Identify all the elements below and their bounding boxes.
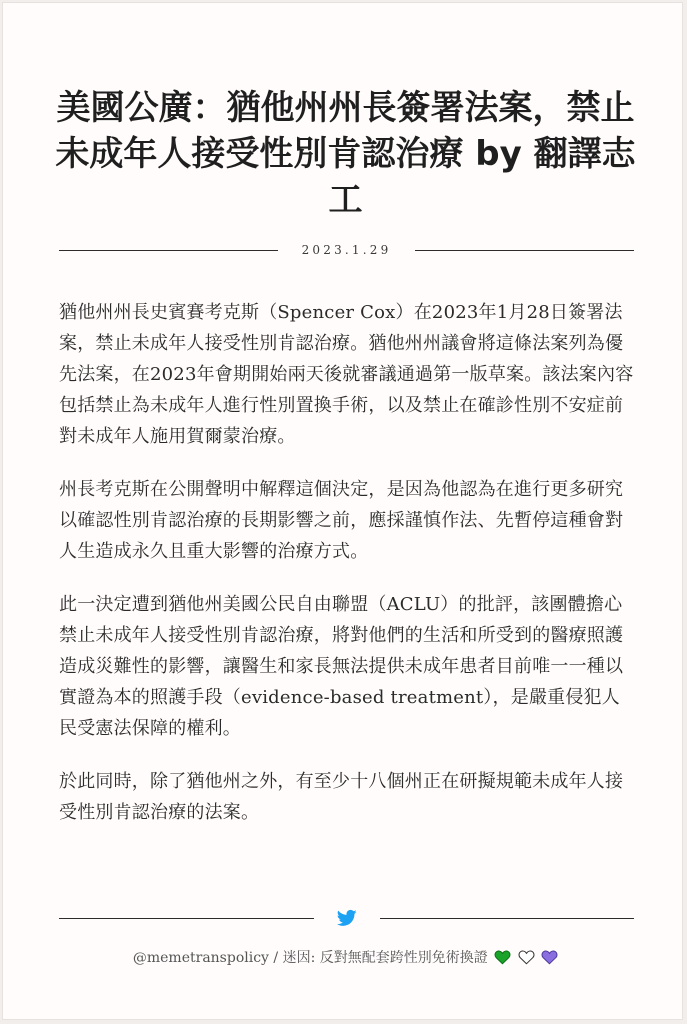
paragraph: 此一決定遭到猶他州美國公民自由聯盟（ACLU）的批評，該團體擔心禁止未成年人接受性別肯認治療，將對他們的生活和所受到的醫療照護造成災難性的影響，讓醫生和家長無法提供未成年患者目前唯一一種以實證為本的照護手段（evidence-based treatment），是嚴重侵犯人民受憲法保障的權利。	[59, 594, 624, 739]
divider-line-right	[415, 250, 634, 251]
twitter-bird-icon	[336, 908, 358, 928]
article-card	[2, 2, 683, 1020]
date-divider	[59, 241, 634, 259]
purple-heart-icon	[541, 949, 558, 965]
publish-date: 2023.1.29	[301, 243, 392, 257]
article-body	[59, 297, 637, 850]
footer-divider	[59, 907, 634, 929]
divider-line-right	[380, 918, 635, 919]
paragraph: 州長考克斯在公開聲明中解釋這個決定，是因為他認為在進行更多研究以確認性別肯認治療的長期影響之前，應採謹慎作法、先暫停這種會對人生造成永久且重大影響的治療方式。	[59, 479, 624, 562]
credit-text: @memetranspolicy / 迷因: 反對無配套跨性別免術換證	[132, 950, 488, 966]
green-heart-icon	[494, 949, 511, 965]
white-heart-icon	[518, 949, 535, 965]
divider-line-left	[59, 250, 278, 251]
paragraph: 猶他州州長史賓賽考克斯（Spencer Cox）在2023年1月28日簽署法案，禁止未成年人接受性別肯認治療。猶他州州議會將這條法案列為優先法案，在2023年會期開始兩天後就審議通過第一版草案。該法案內容包括禁止為未成年人進行性別置換手術，以及禁止在確診性別不安症前對未成年人施用賀爾蒙治療。	[59, 302, 634, 447]
divider-line-left	[59, 918, 314, 919]
hearts	[494, 949, 560, 969]
footer-credit	[43, 947, 650, 969]
paragraph: 於此同時，除了猶他州之外，有至少十八個州正在研擬規範未成年人接受性別肯認治療的法案。	[59, 771, 624, 823]
article-title: 美國公廣：猶他州州長簽署法案，禁止未成年人接受性別肯認治療 by 翻譯志工	[55, 88, 636, 220]
